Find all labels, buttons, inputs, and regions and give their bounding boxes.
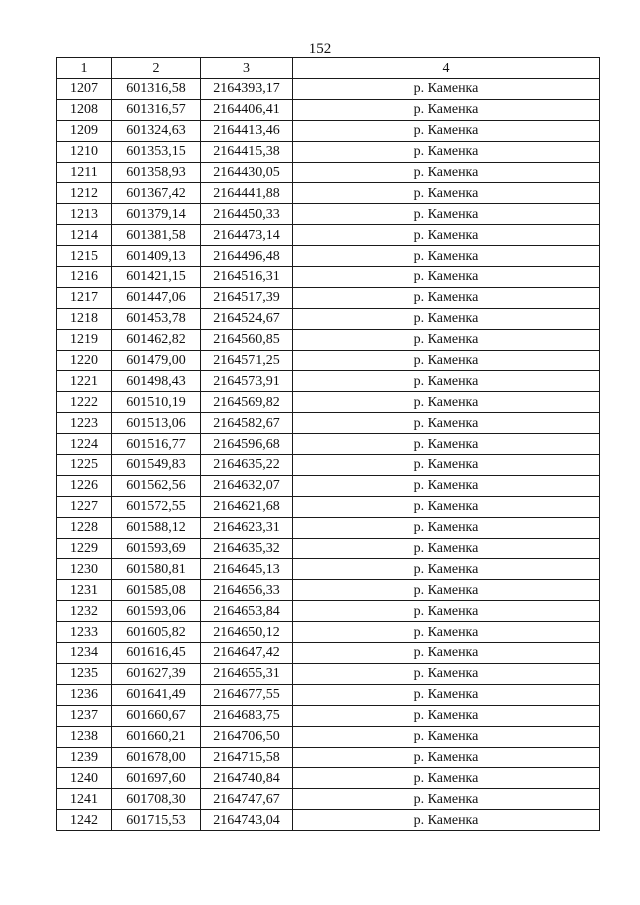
point-number-cell: 1225 — [57, 455, 112, 476]
description-cell: р. Каменка — [293, 371, 600, 392]
x-coordinate-cell: 601585,08 — [112, 580, 201, 601]
y-coordinate-cell: 2164632,07 — [201, 475, 293, 496]
description-cell: р. Каменка — [293, 413, 600, 434]
point-number-cell: 1215 — [57, 246, 112, 267]
table-row — [57, 204, 600, 225]
y-coordinate-cell: 2164650,12 — [201, 622, 293, 643]
x-coordinate-cell: 601447,06 — [112, 287, 201, 308]
table-row — [57, 308, 600, 329]
table-row — [57, 643, 600, 664]
table-row — [57, 580, 600, 601]
point-number-cell: 1220 — [57, 350, 112, 371]
y-coordinate-cell: 2164677,55 — [201, 684, 293, 705]
description-cell: р. Каменка — [293, 643, 600, 664]
table-row — [57, 559, 600, 580]
table-row — [57, 267, 600, 288]
y-coordinate-cell: 2164683,75 — [201, 705, 293, 726]
point-number-cell: 1227 — [57, 496, 112, 517]
column-header-2: 2 — [112, 58, 201, 79]
point-number-cell: 1208 — [57, 99, 112, 120]
description-cell: р. Каменка — [293, 183, 600, 204]
y-coordinate-cell: 2164647,42 — [201, 643, 293, 664]
table-row — [57, 789, 600, 810]
table-row — [57, 162, 600, 183]
x-coordinate-cell: 601580,81 — [112, 559, 201, 580]
description-cell: р. Каменка — [293, 434, 600, 455]
description-cell: р. Каменка — [293, 684, 600, 705]
y-coordinate-cell: 2164413,46 — [201, 120, 293, 141]
y-coordinate-cell: 2164645,13 — [201, 559, 293, 580]
y-coordinate-cell: 2164560,85 — [201, 329, 293, 350]
y-coordinate-cell: 2164747,67 — [201, 789, 293, 810]
point-number-cell: 1229 — [57, 538, 112, 559]
x-coordinate-cell: 601510,19 — [112, 392, 201, 413]
table-body — [57, 79, 600, 831]
table-row — [57, 350, 600, 371]
point-number-cell: 1235 — [57, 663, 112, 684]
description-cell: р. Каменка — [293, 705, 600, 726]
description-cell: р. Каменка — [293, 99, 600, 120]
description-cell: р. Каменка — [293, 225, 600, 246]
column-header-3: 3 — [201, 58, 293, 79]
point-number-cell: 1217 — [57, 287, 112, 308]
point-number-cell: 1223 — [57, 413, 112, 434]
description-cell: р. Каменка — [293, 79, 600, 100]
table-row — [57, 246, 600, 267]
point-number-cell: 1242 — [57, 810, 112, 831]
x-coordinate-cell: 601616,45 — [112, 643, 201, 664]
description-cell: р. Каменка — [293, 601, 600, 622]
x-coordinate-cell: 601379,14 — [112, 204, 201, 225]
description-cell: р. Каменка — [293, 663, 600, 684]
point-number-cell: 1228 — [57, 517, 112, 538]
table-header — [57, 58, 600, 79]
description-cell: р. Каменка — [293, 308, 600, 329]
table-row — [57, 622, 600, 643]
y-coordinate-cell: 2164743,04 — [201, 810, 293, 831]
table-row — [57, 684, 600, 705]
description-cell: р. Каменка — [293, 162, 600, 183]
table-row — [57, 225, 600, 246]
description-cell: р. Каменка — [293, 622, 600, 643]
point-number-cell: 1214 — [57, 225, 112, 246]
point-number-cell: 1212 — [57, 183, 112, 204]
description-cell: р. Каменка — [293, 810, 600, 831]
table-row — [57, 183, 600, 204]
y-coordinate-cell: 2164623,31 — [201, 517, 293, 538]
table-row — [57, 768, 600, 789]
x-coordinate-cell: 601479,00 — [112, 350, 201, 371]
x-coordinate-cell: 601353,15 — [112, 141, 201, 162]
y-coordinate-cell: 2164655,31 — [201, 663, 293, 684]
description-cell: р. Каменка — [293, 141, 600, 162]
point-number-cell: 1236 — [57, 684, 112, 705]
x-coordinate-cell: 601316,57 — [112, 99, 201, 120]
x-coordinate-cell: 601381,58 — [112, 225, 201, 246]
table-row — [57, 141, 600, 162]
column-header-4: 4 — [293, 58, 600, 79]
point-number-cell: 1218 — [57, 308, 112, 329]
description-cell: р. Каменка — [293, 580, 600, 601]
description-cell: р. Каменка — [293, 747, 600, 768]
point-number-cell: 1222 — [57, 392, 112, 413]
x-coordinate-cell: 601324,63 — [112, 120, 201, 141]
table-row — [57, 663, 600, 684]
column-header-1: 1 — [57, 58, 112, 79]
point-number-cell: 1234 — [57, 643, 112, 664]
x-coordinate-cell: 601409,13 — [112, 246, 201, 267]
table-row — [57, 726, 600, 747]
x-coordinate-cell: 601421,15 — [112, 267, 201, 288]
x-coordinate-cell: 601513,06 — [112, 413, 201, 434]
description-cell: р. Каменка — [293, 350, 600, 371]
point-number-cell: 1221 — [57, 371, 112, 392]
x-coordinate-cell: 601516,77 — [112, 434, 201, 455]
point-number-cell: 1239 — [57, 747, 112, 768]
header-row — [57, 58, 600, 79]
table-row — [57, 99, 600, 120]
point-number-cell: 1207 — [57, 79, 112, 100]
table-row — [57, 475, 600, 496]
y-coordinate-cell: 2164441,88 — [201, 183, 293, 204]
y-coordinate-cell: 2164430,05 — [201, 162, 293, 183]
description-cell: р. Каменка — [293, 475, 600, 496]
description-cell: р. Каменка — [293, 789, 600, 810]
x-coordinate-cell: 601562,56 — [112, 475, 201, 496]
x-coordinate-cell: 601367,42 — [112, 183, 201, 204]
y-coordinate-cell: 2164621,68 — [201, 496, 293, 517]
table-row — [57, 455, 600, 476]
table-row — [57, 601, 600, 622]
x-coordinate-cell: 601715,53 — [112, 810, 201, 831]
table-row — [57, 413, 600, 434]
table-row — [57, 747, 600, 768]
y-coordinate-cell: 2164524,67 — [201, 308, 293, 329]
y-coordinate-cell: 2164706,50 — [201, 726, 293, 747]
point-number-cell: 1211 — [57, 162, 112, 183]
y-coordinate-cell: 2164415,38 — [201, 141, 293, 162]
y-coordinate-cell: 2164450,33 — [201, 204, 293, 225]
y-coordinate-cell: 2164635,22 — [201, 455, 293, 476]
point-number-cell: 1238 — [57, 726, 112, 747]
point-number-cell: 1216 — [57, 267, 112, 288]
description-cell: р. Каменка — [293, 287, 600, 308]
point-number-cell: 1237 — [57, 705, 112, 726]
x-coordinate-cell: 601660,67 — [112, 705, 201, 726]
y-coordinate-cell: 2164569,82 — [201, 392, 293, 413]
description-cell: р. Каменка — [293, 392, 600, 413]
y-coordinate-cell: 2164715,58 — [201, 747, 293, 768]
table-row — [57, 329, 600, 350]
table-row — [57, 120, 600, 141]
x-coordinate-cell: 601453,78 — [112, 308, 201, 329]
description-cell: р. Каменка — [293, 204, 600, 225]
y-coordinate-cell: 2164393,17 — [201, 79, 293, 100]
table-row — [57, 810, 600, 831]
point-number-cell: 1224 — [57, 434, 112, 455]
x-coordinate-cell: 601358,93 — [112, 162, 201, 183]
table-row — [57, 434, 600, 455]
page-number: 152 — [308, 41, 332, 57]
point-number-cell: 1232 — [57, 601, 112, 622]
table-row — [57, 79, 600, 100]
y-coordinate-cell: 2164740,84 — [201, 768, 293, 789]
y-coordinate-cell: 2164496,48 — [201, 246, 293, 267]
point-number-cell: 1213 — [57, 204, 112, 225]
y-coordinate-cell: 2164571,25 — [201, 350, 293, 371]
description-cell: р. Каменка — [293, 726, 600, 747]
x-coordinate-cell: 601572,55 — [112, 496, 201, 517]
y-coordinate-cell: 2164516,31 — [201, 267, 293, 288]
x-coordinate-cell: 601660,21 — [112, 726, 201, 747]
x-coordinate-cell: 601549,83 — [112, 455, 201, 476]
description-cell: р. Каменка — [293, 120, 600, 141]
table-row — [57, 496, 600, 517]
description-cell: р. Каменка — [293, 559, 600, 580]
x-coordinate-cell: 601593,06 — [112, 601, 201, 622]
y-coordinate-cell: 2164573,91 — [201, 371, 293, 392]
x-coordinate-cell: 601641,49 — [112, 684, 201, 705]
x-coordinate-cell: 601678,00 — [112, 747, 201, 768]
description-cell: р. Каменка — [293, 768, 600, 789]
point-number-cell: 1219 — [57, 329, 112, 350]
x-coordinate-cell: 601462,82 — [112, 329, 201, 350]
table-row — [57, 517, 600, 538]
point-number-cell: 1240 — [57, 768, 112, 789]
y-coordinate-cell: 2164473,14 — [201, 225, 293, 246]
y-coordinate-cell: 2164406,41 — [201, 99, 293, 120]
table-row — [57, 392, 600, 413]
point-number-cell: 1226 — [57, 475, 112, 496]
x-coordinate-cell: 601697,60 — [112, 768, 201, 789]
x-coordinate-cell: 601605,82 — [112, 622, 201, 643]
table-row — [57, 371, 600, 392]
y-coordinate-cell: 2164653,84 — [201, 601, 293, 622]
x-coordinate-cell: 601588,12 — [112, 517, 201, 538]
table-row — [57, 705, 600, 726]
point-number-cell: 1210 — [57, 141, 112, 162]
point-number-cell: 1209 — [57, 120, 112, 141]
y-coordinate-cell: 2164582,67 — [201, 413, 293, 434]
description-cell: р. Каменка — [293, 455, 600, 476]
y-coordinate-cell: 2164517,39 — [201, 287, 293, 308]
coordinates-table — [56, 57, 600, 831]
y-coordinate-cell: 2164656,33 — [201, 580, 293, 601]
description-cell: р. Каменка — [293, 538, 600, 559]
point-number-cell: 1241 — [57, 789, 112, 810]
x-coordinate-cell: 601498,43 — [112, 371, 201, 392]
description-cell: р. Каменка — [293, 517, 600, 538]
y-coordinate-cell: 2164596,68 — [201, 434, 293, 455]
x-coordinate-cell: 601593,69 — [112, 538, 201, 559]
point-number-cell: 1231 — [57, 580, 112, 601]
point-number-cell: 1233 — [57, 622, 112, 643]
description-cell: р. Каменка — [293, 496, 600, 517]
x-coordinate-cell: 601627,39 — [112, 663, 201, 684]
description-cell: р. Каменка — [293, 329, 600, 350]
y-coordinate-cell: 2164635,32 — [201, 538, 293, 559]
description-cell: р. Каменка — [293, 267, 600, 288]
x-coordinate-cell: 601708,30 — [112, 789, 201, 810]
table-row — [57, 287, 600, 308]
description-cell: р. Каменка — [293, 246, 600, 267]
point-number-cell: 1230 — [57, 559, 112, 580]
x-coordinate-cell: 601316,58 — [112, 79, 201, 100]
table-row — [57, 538, 600, 559]
